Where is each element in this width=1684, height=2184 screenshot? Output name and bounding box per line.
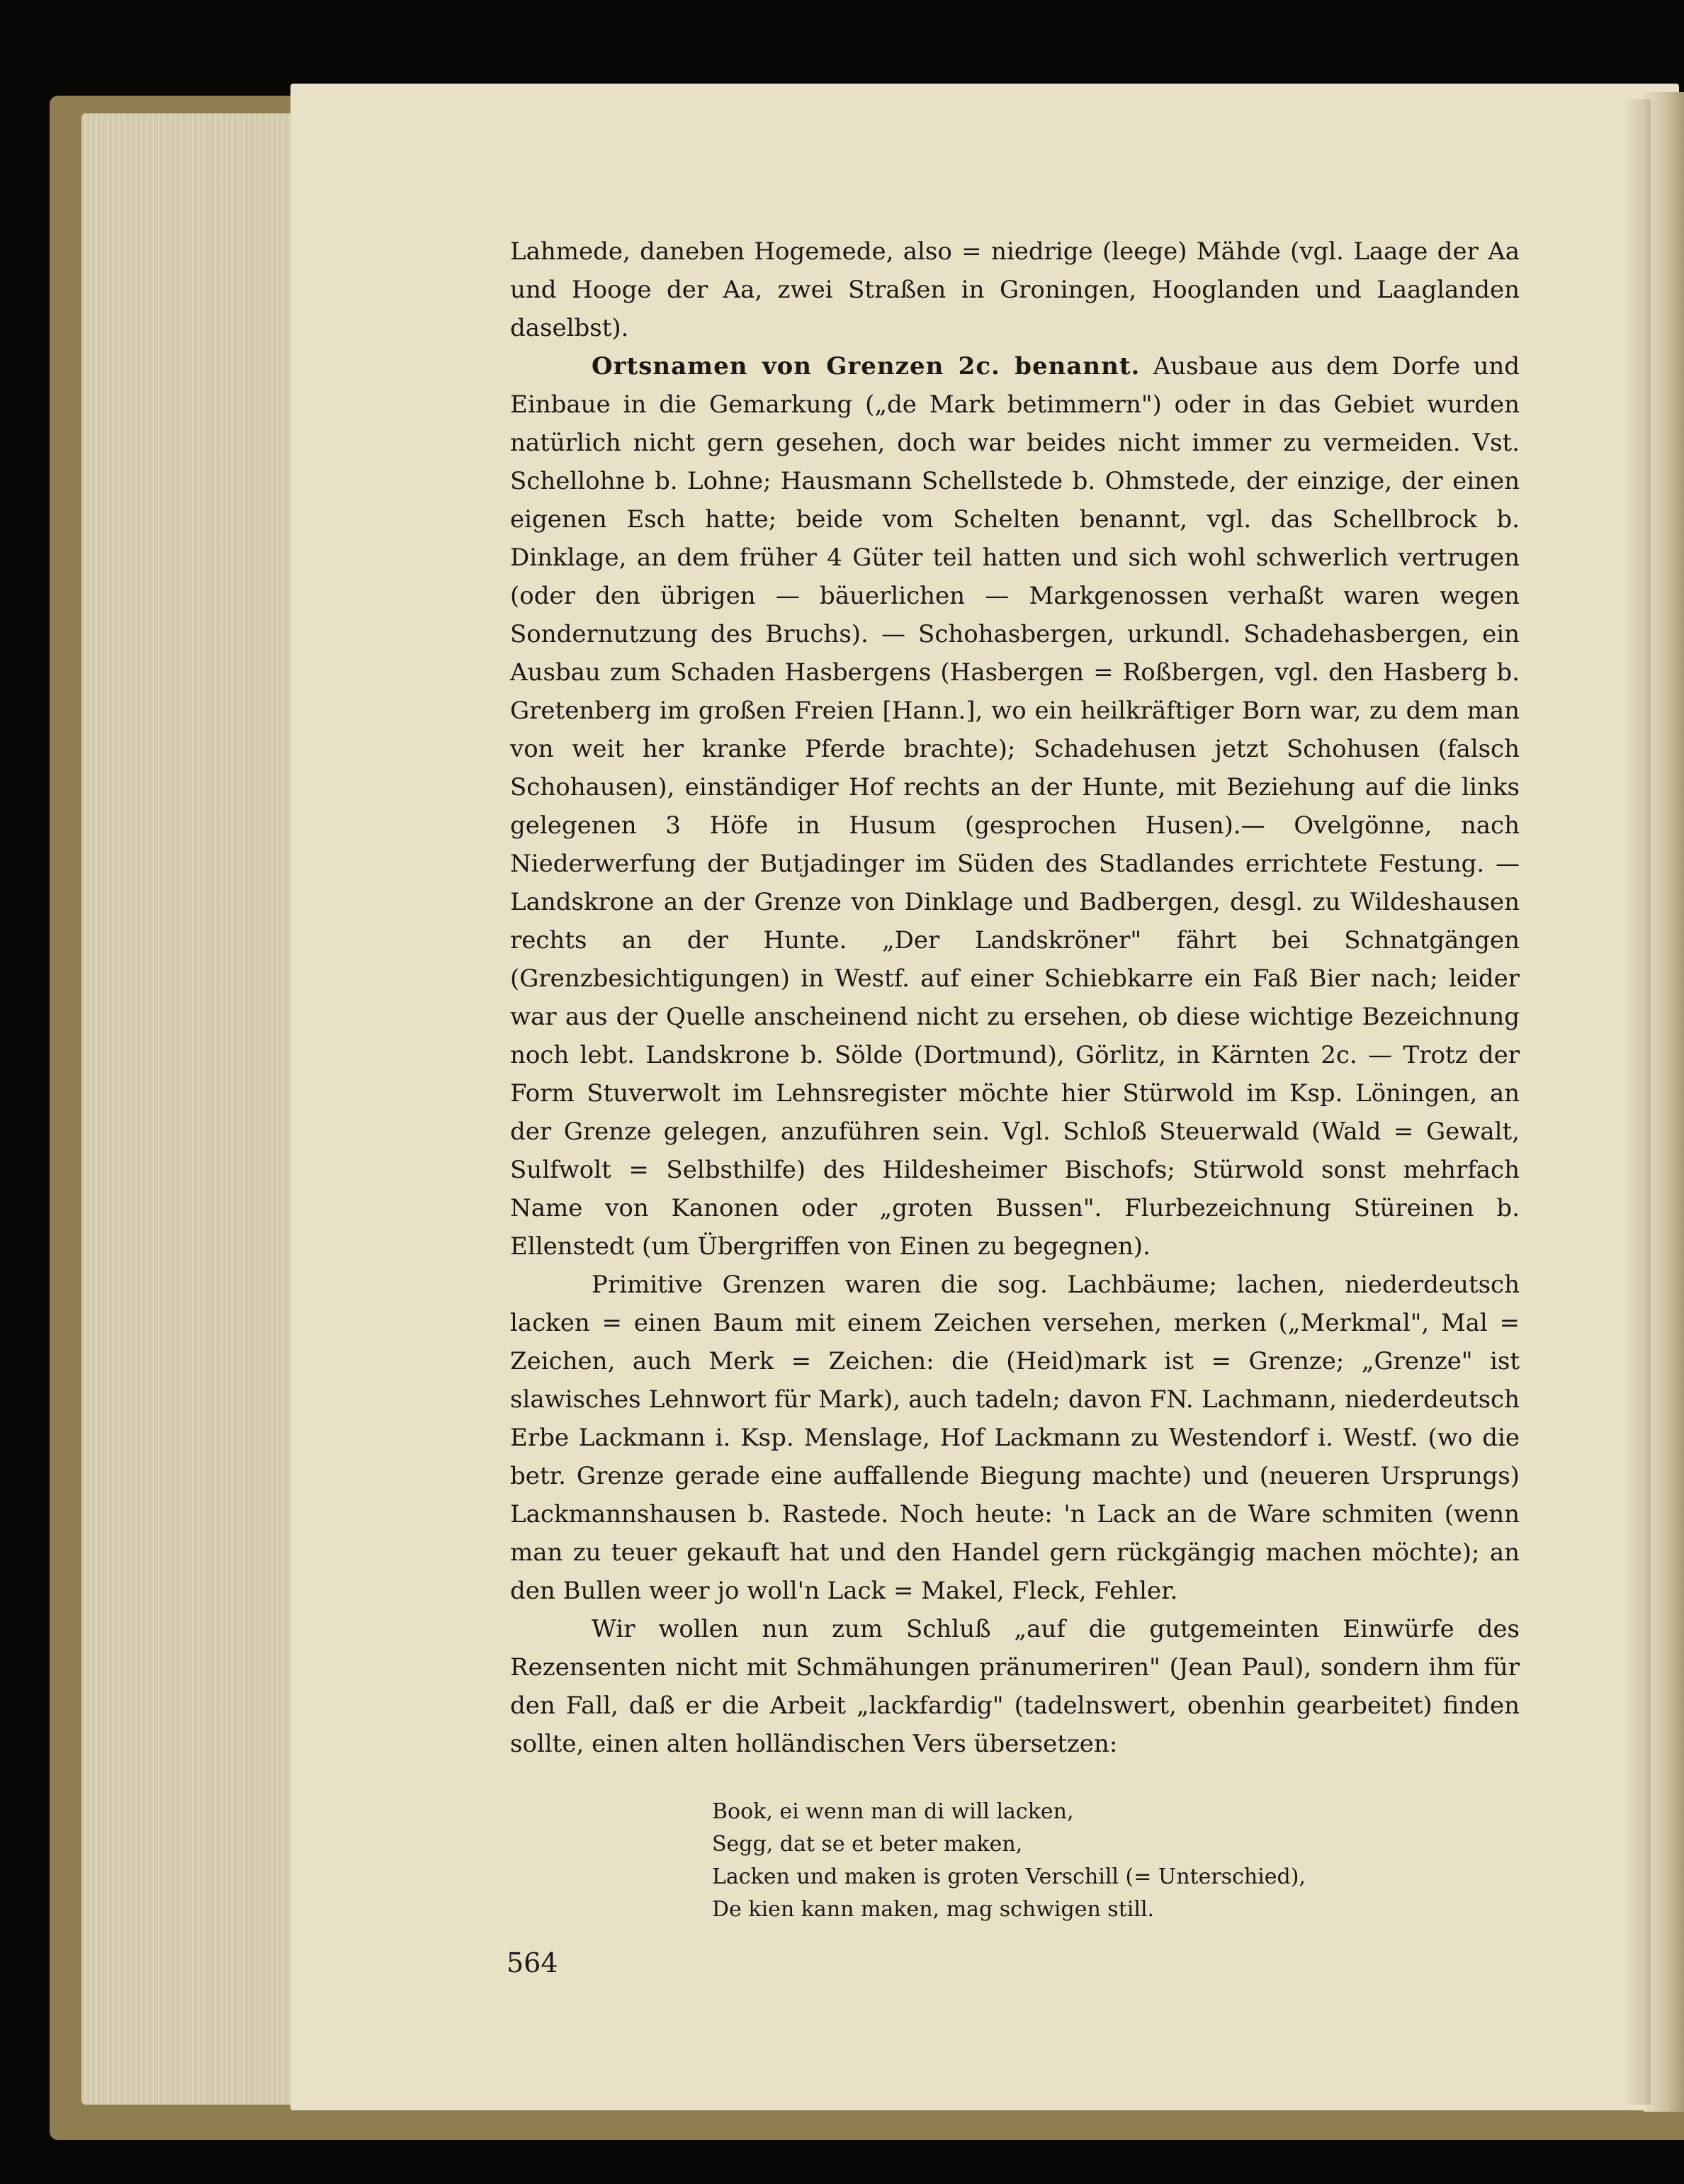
paragraph <box>510 347 1520 1266</box>
page-number: 564 <box>507 1947 558 1978</box>
paragraph-text: Ausbaue aus dem Dorfe und Einbaue in die Gemarkung („de Mark betimmern") oder in das Gebiet wurden natürlich nicht gern gesehen, doch war beides nicht immer zu vermeiden. Vst. Schellohne b. Lohne; Hausmann Schellstede b. Ohmstede, der einzige, der einen eigenen Esch hatte; beide vom Schelten benannt, vgl. das Schellbrock b. Dinklage, an dem früher 4 Güter teil hatten und sich wohl schwerlich vertrugen (oder den übrigen — bäuerlichen — Markgenossen verhaßt waren wegen Sondernutzung des Bruchs). — Schohasbergen, urkundl. Schadehasbergen, ein Ausbau zum Schaden Hasbergens (Hasbergen = Roßbergen, vgl. den Hasberg b. Gretenberg im großen Freien [Hann.], wo ein heilkräftiger Born war, zu dem man von weit her kranke Pferde brachte); Schadehusen jetzt Schohusen (falsch Schohausen), einständiger Hof rechts an der Hunte, mit Beziehung auf die links gelegenen 3 Höfe in Husum (gesprochen Husen).— Ovelgönne, nach Niederwerfung der Butjadinger im Süden des Stadlandes errichtete Festung. — Landskrone an der Grenze von Dinklage und Badbergen, desgl. zu Wildeshausen rechts an der Hunte. „Der Landskröner" fährt bei Schnatgängen (Grenzbesichtigungen) in Westf. auf einer Schiebkarre ein Faß Bier nach; leider war aus der Quelle anscheinend nicht zu ersehen, ob diese wichtige Bezeichnung noch lebt. Landskrone b. Sölde (Dortmund), Görlitz, in Kärnten 2c. — Trotz der Form Stuverwolt im Lehnsregister möchte hier Stürwold im Ksp. Löningen, an der Grenze gelegen, anzuführen sein. Vgl. Schloß Steuerwald (Wald = Gewalt, Sulfwolt = Selbsthilfe) des Hildesheimer Bischofs; Stürwold sonst mehrfach Name von Kanonen oder „groten Bussen". Flurbezeichnung Stüreinen b. Ellenstedt (um Übergriffen von Einen zu begegnen). <box>510 352 1520 1261</box>
verse-block <box>712 1796 1306 1926</box>
body-text <box>510 232 1520 1763</box>
paragraph-text: Primitive Grenzen waren die sog. Lachbäume; lachen, niederdeutsch lacken = einen Baum mit einem Zeichen versehen, merken („Merkmal", Mal = Zeichen, auch Merk = Zeichen: die (Heid)mark ist = Grenze; „Grenze" ist slawisches Lehnwort für Mark), auch tadeln; davon FN. Lachmann, niederdeutsch Erbe Lackmann i. Ksp. Menslage, Hof Lackmann zu Westendorf i. Westf. (wo die betr. Grenze gerade eine auffallende Biegung machte) und (neueren Ursprungs) Lackmannshausen b. Rastede. Noch heute: 'n Lack an de Ware schmiten (wenn man zu teuer gekauft hat und den Handel gern rückgängig machen möchte); an den Bullen weer jo woll'n Lack = Makel, Fleck, Fehler. <box>510 1271 1520 1605</box>
paragraph <box>510 1610 1520 1763</box>
paragraph <box>510 232 1520 347</box>
verse-line: Lacken und maken is groten Verschill (= Unterschied), <box>712 1864 1306 1889</box>
page-edges <box>81 113 308 2105</box>
verse-line: De kien kann maken, mag schwigen still. <box>712 1897 1155 1922</box>
spine-shadow <box>1622 99 1651 2105</box>
section-heading: Ortsnamen von Grenzen 2c. benannt. <box>592 352 1141 381</box>
paragraph-text: Lahmede, daneben Hogemede, also = niedrige (leege) Mähde (vgl. Laage der Aa und Hooge der Aa, zwei Straßen in Groningen, Hooglanden und Laaglanden daselbst). <box>510 237 1520 342</box>
verse-line: Book, ei wenn man di will lacken, <box>712 1799 1074 1824</box>
verse-line: Segg, dat se et beter maken, <box>712 1832 1023 1857</box>
paragraph-text: Wir wollen nun zum Schluß „auf die gutgemeinten Einwürfe des Rezensenten nicht mit Schmähungen pränumeriren" (Jean Paul), sondern ihm für den Fall, daß er die Arbeit „lackfardig" (tadelnswert, obenhin gearbeitet) finden sollte, einen alten holländischen Vers übersetzen: <box>510 1615 1520 1758</box>
paragraph <box>510 1266 1520 1610</box>
